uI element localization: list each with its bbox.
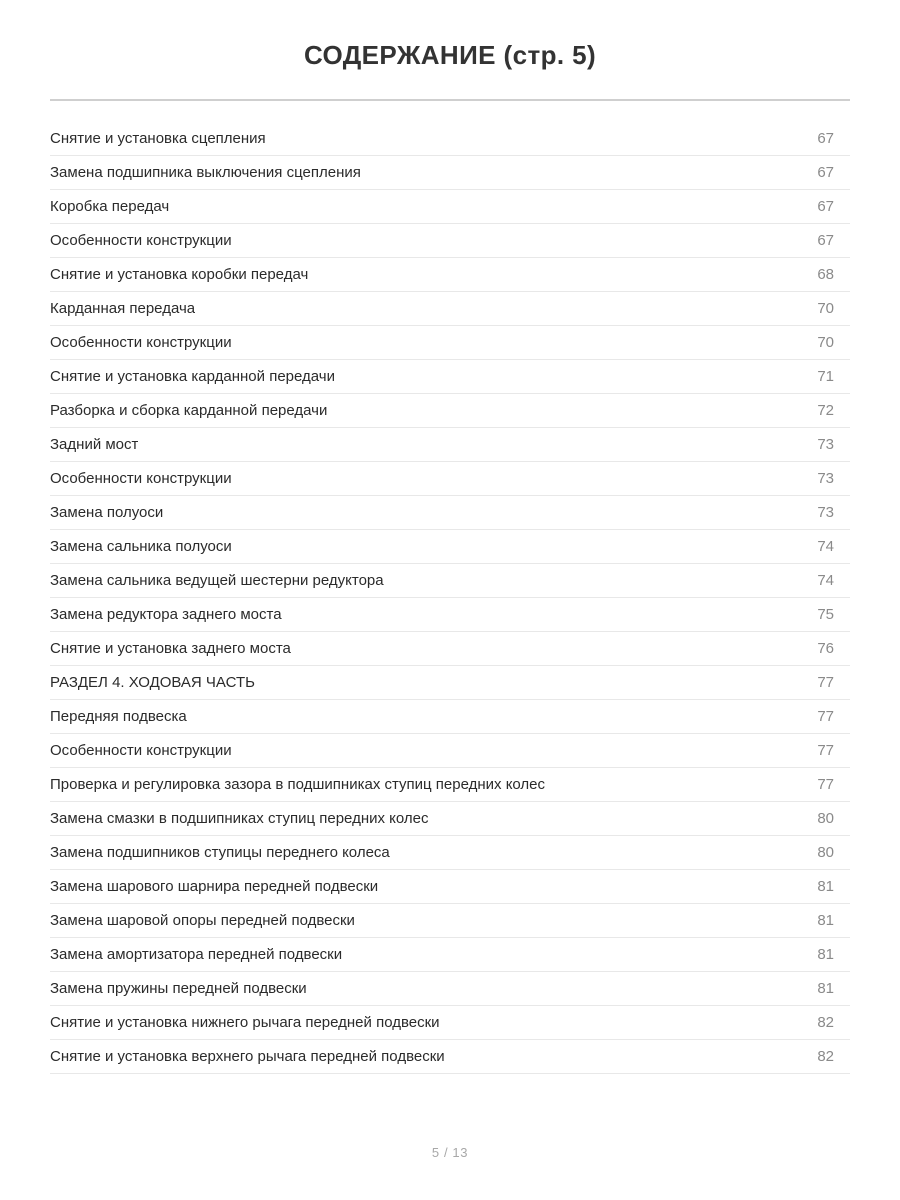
toc-entry-page-number: 71 [817,367,834,385]
toc-entry-title: Проверка и регулировка зазора в подшипниках ступиц передних колес [50,775,546,793]
toc-entry-page-number: 81 [817,945,834,963]
toc-entry[interactable] [50,122,850,156]
toc-entry[interactable] [50,734,850,768]
toc-entry[interactable] [50,768,850,802]
table-of-contents [50,101,850,1074]
toc-entry-page-number: 75 [817,605,834,623]
toc-entry-page-number: 81 [817,911,834,929]
toc-entry[interactable] [50,156,850,190]
toc-entry[interactable] [50,972,850,1006]
toc-entry-title: Особенности конструкции [50,231,232,249]
toc-entry-title: Задний мост [50,435,139,453]
toc-entry[interactable] [50,1006,850,1040]
toc-entry[interactable] [50,292,850,326]
toc-entry[interactable] [50,224,850,258]
toc-entry-title: Снятие и установка коробки передач [50,265,309,283]
toc-entry-title: Карданная передача [50,299,196,317]
toc-entry[interactable] [50,870,850,904]
toc-entry[interactable] [50,598,850,632]
toc-entry-title: Особенности конструкции [50,333,232,351]
toc-entry-title: Замена пружины передней подвески [50,979,307,997]
toc-entry[interactable] [50,802,850,836]
toc-entry-page-number: 70 [817,299,834,317]
toc-entry[interactable] [50,836,850,870]
toc-entry-title: Замена шарового шарнира передней подвески [50,877,379,895]
toc-entry-page-number: 70 [817,333,834,351]
toc-entry[interactable] [50,904,850,938]
toc-entry-page-number: 82 [817,1013,834,1031]
toc-entry-title: Особенности конструкции [50,741,232,759]
toc-entry[interactable] [50,632,850,666]
toc-entry[interactable] [50,258,850,292]
toc-entry-page-number: 73 [817,503,834,521]
toc-entry[interactable] [50,564,850,598]
toc-entry-page-number: 80 [817,843,834,861]
toc-entry[interactable] [50,530,850,564]
toc-entry-page-number: 81 [817,877,834,895]
page-title: СОДЕРЖАНИЕ (стр. 5) [303,40,597,70]
toc-entry[interactable] [50,360,850,394]
toc-entry-page-number: 74 [817,537,834,555]
toc-entry-page-number: 67 [817,163,834,181]
toc-entry[interactable] [50,462,850,496]
toc-entry[interactable] [50,428,850,462]
toc-entry[interactable] [50,496,850,530]
toc-entry-title: Замена смазки в подшипниках ступиц передних колес [50,809,429,827]
toc-entry-page-number: 82 [817,1047,834,1065]
toc-entry-page-number: 67 [817,231,834,249]
toc-entry[interactable] [50,1040,850,1074]
toc-entry[interactable] [50,938,850,972]
toc-entry-page-number: 74 [817,571,834,589]
toc-entry-title: Коробка передач [50,197,170,215]
toc-entry-page-number: 67 [817,129,834,147]
toc-entry-page-number: 77 [817,673,834,691]
toc-entry-page-number: 77 [817,775,834,793]
toc-entry-title: Замена шаровой опоры передней подвески [50,911,355,929]
page-footer: 5 / 13 [431,1145,469,1160]
toc-entry-title: Разборка и сборка карданной передачи [50,401,328,419]
toc-entry-page-number: 76 [817,639,834,657]
toc-entry-page-number: 73 [817,435,834,453]
toc-entry-page-number: 73 [817,469,834,487]
toc-entry-page-number: 81 [817,979,834,997]
toc-entry-title: Снятие и установка заднего моста [50,639,291,657]
toc-entry[interactable] [50,394,850,428]
toc-entry[interactable] [50,700,850,734]
toc-entry-page-number: 77 [817,707,834,725]
toc-entry[interactable] [50,190,850,224]
toc-entry-page-number: 68 [817,265,834,283]
toc-entry-title: Замена амортизатора передней подвески [50,945,343,963]
toc-entry-page-number: 80 [817,809,834,827]
toc-entry-title: Снятие и установка карданной передачи [50,367,335,385]
toc-entry-page-number: 77 [817,741,834,759]
toc-entry[interactable] [50,666,850,700]
toc-entry-title: Замена сальника полуоси [50,537,232,555]
toc-entry-title: Передняя подвеска [50,707,187,725]
toc-entry-title: Замена редуктора заднего моста [50,605,282,623]
toc-entry-title: Замена подшипника выключения сцепления [50,163,361,181]
toc-entry-title: Особенности конструкции [50,469,232,487]
toc-entry-title: Замена сальника ведущей шестерни редуктора [50,571,384,589]
toc-entry-title: Снятие и установка верхнего рычага передней подвески [50,1047,445,1065]
toc-entry-page-number: 67 [817,197,834,215]
toc-entry[interactable] [50,326,850,360]
toc-entry-title: РАЗДЕЛ 4. ХОДОВАЯ ЧАСТЬ [50,673,255,691]
toc-entry-title: Снятие и установка нижнего рычага передней подвески [50,1013,440,1031]
toc-entry-page-number: 72 [817,401,834,419]
toc-entry-title: Снятие и установка сцепления [50,129,266,147]
toc-entry-title: Замена полуоси [50,503,164,521]
toc-entry-title: Замена подшипников ступицы переднего колеса [50,843,390,861]
